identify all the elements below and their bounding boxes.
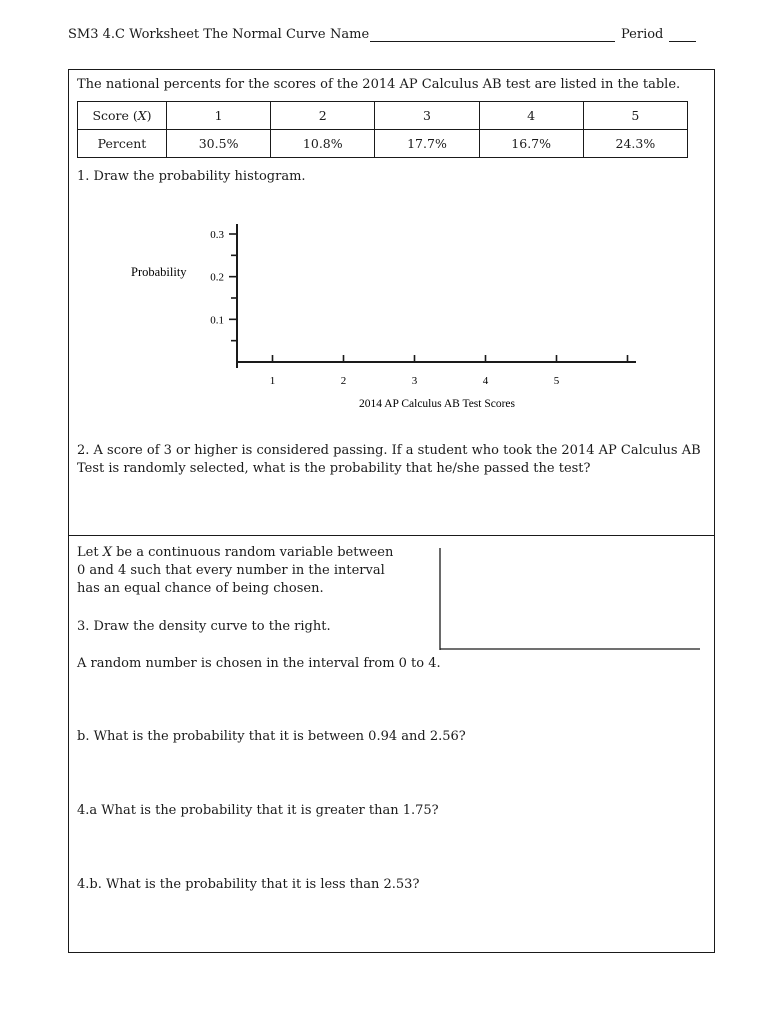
worksheet-title: SM3 4.C Worksheet The Normal Curve <box>68 27 326 42</box>
table-intro-text: The national percents for the scores of the 2014 AP Calculus AB test are listed in the table. <box>77 77 681 92</box>
y-tick-label: 0.1 <box>210 314 224 327</box>
continuous-intro-line-2: 0 and 4 such that every number in the interval <box>77 563 385 578</box>
y-tick-label: 0.2 <box>210 271 224 284</box>
question-2-line-1: 2. A score of 3 or higher is considered passing. If a student who took the 2014 AP Calculus AB <box>77 443 701 458</box>
question-1: 1. Draw the probability histogram. <box>77 169 306 184</box>
table-cell: 5 <box>583 102 687 130</box>
x-axis-label: 2014 AP Calculus AB Test Scores <box>358 398 516 410</box>
continuous-intro-line-3: has an equal chance of being chosen. <box>77 581 324 596</box>
table-cell: 24.3% <box>583 130 687 158</box>
question-4b: 4.b. What is the probability that it is less than 2.53? <box>77 877 420 892</box>
table-cell: 16.7% <box>479 130 583 158</box>
continuous-intro-line-1: Let X be a continuous random variable between <box>77 545 394 560</box>
table-cell: 17.7% <box>375 130 479 158</box>
x-tick-label: 2 <box>340 375 347 387</box>
random-number-statement: A random number is chosen in the interval from 0 to 4. <box>77 656 441 671</box>
x-tick-label: 3 <box>411 375 418 387</box>
table-cell: 1 <box>167 102 271 130</box>
percent-header-cell: Percent <box>78 130 167 158</box>
x-tick-label: 4 <box>482 375 489 387</box>
question-b: b. What is the probability that it is between 0.94 and 2.56? <box>77 729 466 744</box>
y-axis-label: Probability <box>131 265 187 279</box>
x-tick-label: 5 <box>553 375 560 387</box>
table-cell: 3 <box>375 102 479 130</box>
y-tick-label: 0.3 <box>210 229 224 241</box>
table-cell: 30.5% <box>167 130 271 158</box>
table-cell: 2 <box>271 102 375 130</box>
name-label: Name <box>330 27 370 42</box>
question-4a: 4.a What is the probability that it is greater than 1.75? <box>77 803 439 818</box>
score-header-cell: Score (X) <box>78 102 167 130</box>
x-tick-label: 1 <box>269 375 276 387</box>
question-2-line-2: Test is randomly selected, what is the probability that he/she passed the test? <box>77 461 591 476</box>
table-cell: 4 <box>479 102 583 130</box>
table-cell: 10.8% <box>271 130 375 158</box>
period-label: Period <box>621 27 664 42</box>
question-3: 3. Draw the density curve to the right. <box>77 619 331 634</box>
